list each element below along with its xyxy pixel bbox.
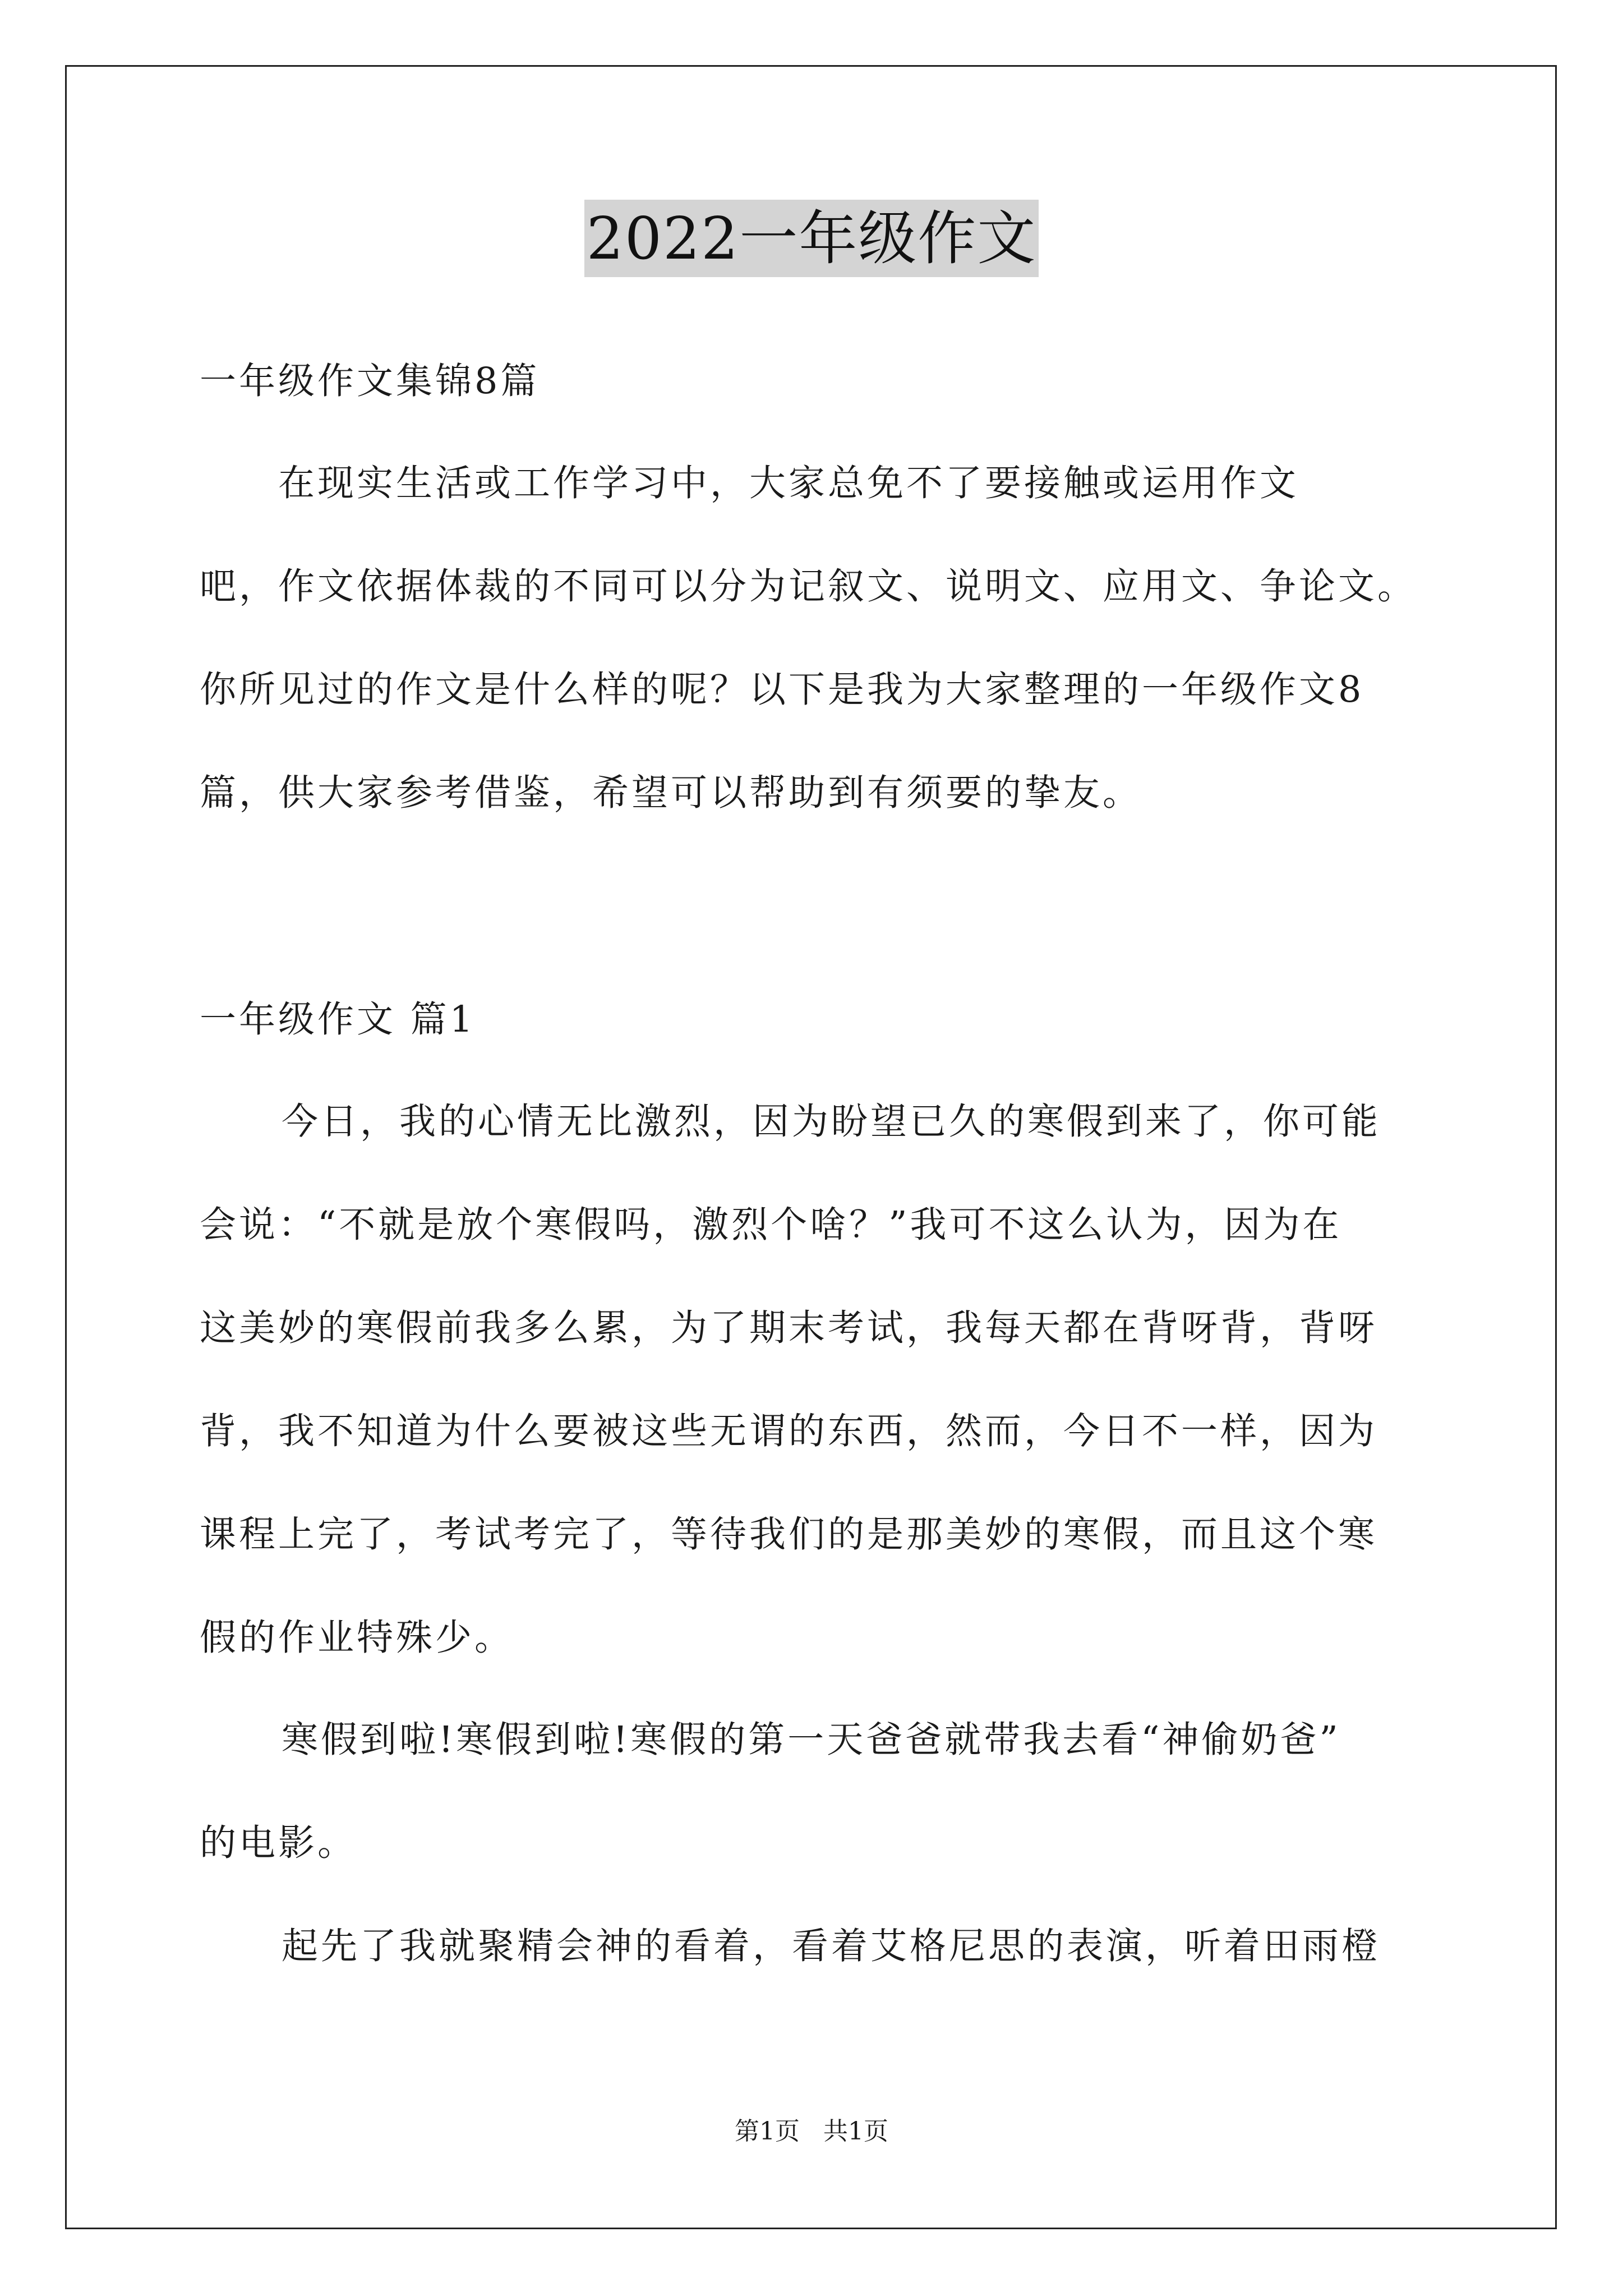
page-footer: 第1页 共1页 — [735, 2117, 888, 2146]
paragraph3-line-1: 起先了我就聚精会神的看着，看着艾格尼思的表演，听着田雨橙 — [282, 1925, 1381, 1967]
intro-line-3: 你所见过的作文是什么样的呢？以下是我为大家整理的一年级作文8 — [200, 669, 1364, 711]
paragraph2-line-2: 的电影。 — [200, 1822, 357, 1864]
section-heading: 一年级作文 篇1 — [200, 999, 476, 1041]
subtitle: 一年级作文集锦8篇 — [200, 360, 540, 402]
paragraph1-line-4: 背，我不知道为什么要被这些无谓的东西，然而，今日不一样，因为 — [200, 1410, 1378, 1452]
paragraph1-line-5: 课程上完了，考试考完了，等待我们的是那美妙的寒假，而且这个寒 — [200, 1513, 1378, 1556]
paragraph1-line-1: 今日，我的心情无比激烈，因为盼望已久的寒假到来了，你可能 — [282, 1101, 1381, 1143]
paragraph1-line-3: 这美妙的寒假前我多么累，为了期末考试，我每天都在背呀背，背呀 — [200, 1307, 1378, 1349]
intro-line-4: 篇，供大家参考借鉴，希望可以帮助到有须要的挚友。 — [200, 772, 1142, 814]
intro-line-1: 在现实生活或工作学习中，大家总免不了要接触或运用作文 — [200, 462, 1299, 504]
paragraph1-line-6: 假的作业特殊少。 — [200, 1617, 514, 1659]
paragraph1-line-2: 会说：“不就是放个寒假吗，激烈个啥？”我可不这么认为，因为在 — [200, 1204, 1342, 1246]
paragraph2-line-1: 寒假到啦!寒假到啦!寒假的第一天爸爸就带我去看“神偷奶爸” — [282, 1719, 1341, 1761]
title-container — [0, 200, 1623, 277]
document-title: 2022一年级作文 — [584, 200, 1039, 277]
intro-line-2: 吧，作文依据体裁的不同可以分为记叙文、说明文、应用文、争论文。 — [200, 565, 1417, 608]
